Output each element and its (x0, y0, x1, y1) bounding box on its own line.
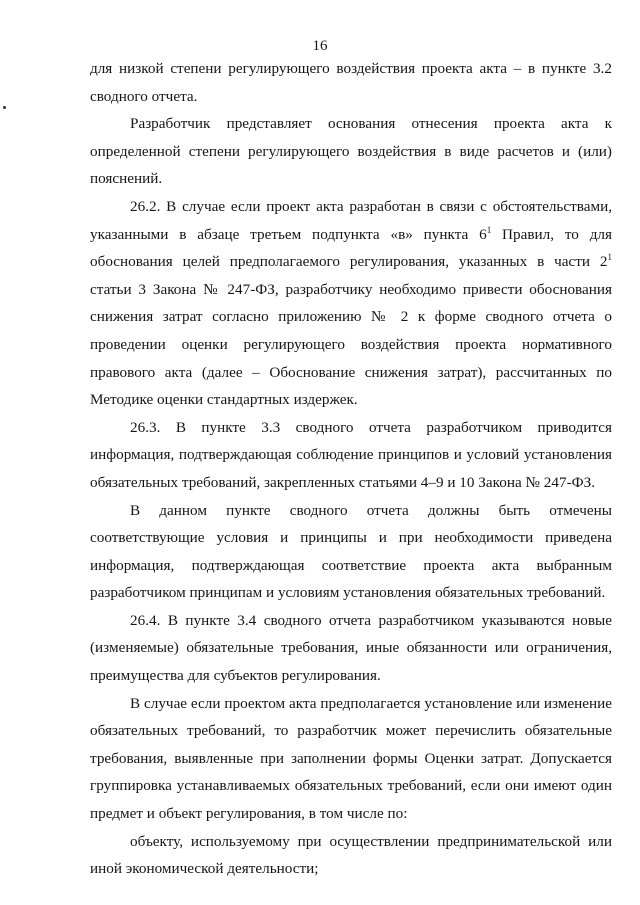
paragraph (90, 110, 612, 193)
paragraph (90, 414, 612, 497)
superscript: 1 (607, 252, 612, 263)
paragraph (90, 828, 612, 883)
paragraph-text: объекту, используемому при осуществлении предпринимательской или иной экономической деятельности; (90, 832, 612, 878)
paragraph-text: В данном пункте сводного отчета должны быть отмечены соответствующие условия и принципы и при необходимости приведена информация, подтверждающая соответствие проекта акта выбранным разработчиком принципам и условиям установления обязательных требований. (90, 501, 612, 602)
paragraph-text: Правил, то для обоснования целей предполагаемого регулирования, указанных в части 2 (90, 225, 612, 271)
paragraph-text: для низкой степени регулирующего воздействия проекта акта – в пункте 3.2 сводного отчета. (90, 60, 612, 105)
paragraph-text: 26.4. В пункте 3.4 сводного отчета разработчиком указываются новые (изменяемые) обязательные требования, иные обязанности или ограничения, преимущества для субъектов регулирования. (90, 611, 612, 685)
paragraph (90, 193, 612, 414)
paragraph-text: Разработчик представляет основания отнесения проекта акта к определенной степени регулирующего воздействия в виде расчетов и (или) пояснений. (90, 115, 612, 188)
superscript: 1 (486, 224, 492, 235)
paragraph-text: 26.3. В пункте 3.3 сводного отчета разработчиком приводится информация, подтверждающая соблюдение принципов и условий установления обязательных требований, закрепленных статьями 4–9 и 10 Закона № 247-ФЗ. (90, 418, 612, 491)
paragraph (90, 690, 612, 828)
page-number: 16 (312, 38, 328, 54)
document-body (90, 55, 612, 883)
paragraph-text: статьи 3 Закона № 247-ФЗ, разработчику необходимо привести обоснования снижения затрат согласно приложению № 2 к форме сводного отчета о проведении оценки регулирующего воздействия проекта нормативного правового акта (далее – Обоснование снижения затрат), рассчитанных по Методике оценки стандартных издержек. (90, 280, 612, 409)
paragraph (90, 55, 612, 110)
paragraph (90, 497, 612, 607)
scan-artifact (3, 106, 6, 109)
paragraph-text: В случае если проектом акта предполагается установление или изменение обязательных требований, то разработчик может перечислить обязательные требования, выявленные при заполнении формы Оценки затрат. Допускается группировка устанавливаемых обязательных требований, если они имеют один предмет и объект регулирования, в том числе по: (90, 694, 612, 823)
paragraph-text: 26.2. В случае если проект акта разработан в связи с обстоятельствами, указанными в абзаце третьем подпункта «в» пункта 6 (90, 197, 612, 243)
paragraph (90, 607, 612, 690)
